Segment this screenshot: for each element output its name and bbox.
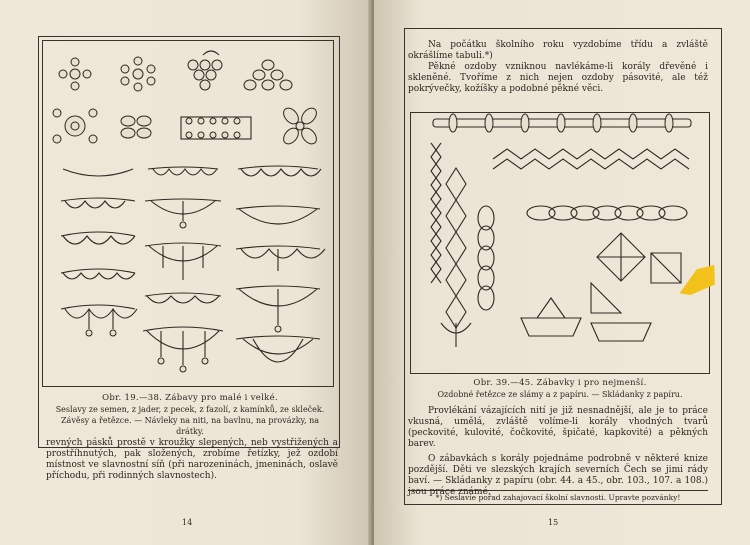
right-page-number: 15 — [548, 518, 559, 527]
garland-column-2 — [143, 167, 223, 372]
bead-grape-pattern — [188, 51, 222, 90]
left-page-number: 14 — [182, 518, 193, 527]
bead-flower-pattern-1 — [59, 58, 91, 90]
left-body-text: revných pásků prostě v kroužky slepených, neb vystřižených a prostříhnutých, pak složených, zrobíme řetízky, jež ozdobí místnost ve slavnostní síň (při narozeninách, jmeninách, oslavě příchodu, při rodinných slavnostech). — [46, 438, 338, 481]
diamond-chain — [446, 168, 466, 328]
ring-chain-horizontal — [527, 206, 687, 220]
left-caption-line-2: Závěsy a řetězce. — Návleky na niti, na bavlnu, na provázky, na drátky. — [60, 416, 320, 436]
right-intro-text — [408, 40, 708, 95]
right-figure-caption — [410, 378, 710, 400]
bead-chain-frame-pattern — [181, 117, 251, 139]
ring-chain-vertical — [478, 206, 494, 310]
right-caption-title: Obr. 39.—45. Zábavky i pro nejmenší. — [473, 378, 647, 388]
bead-ring-pattern — [53, 109, 97, 143]
right-illustration — [410, 112, 710, 374]
paper-folding-diagram — [591, 233, 681, 313]
garland-column-3 — [236, 166, 325, 362]
right-intro-paragraph-1: Na počátku školního roku vyzdobíme třídu a zvláště okrášlíme tabuli.*) — [408, 40, 708, 61]
straw-bead-chain — [433, 114, 691, 132]
right-caption-line-1: Ozdobné řetězce ze slámy a z papíru. — Skládanky z papíru. — [437, 390, 683, 399]
right-body-paragraph-2: O zábavkách s korály pojednáme podrobně v některé knize pozdější. Děti ve slezských krajích severních Čech se jimi rády baví. — Skládanky z papíru (obr. 44. a 45., obr. 103., 107. a 108.) jsou práce známé. — [408, 454, 708, 497]
right-body-paragraph-1: Provlékání vázajících nití je již nesnadnější, ale je to práce vkusná, umělá, zvláště volíme-li korály vhodných tvarů (peckovité, kulovité, čočkovité, špičaté, kapkovité) a pěkných barev. — [408, 406, 708, 449]
left-illustration — [42, 40, 334, 387]
bead-cross-pattern — [281, 105, 320, 147]
left-caption-title: Obr. 19.—38. Zábavy pro malé i velké. — [102, 393, 278, 403]
bead-triangle-pattern — [244, 60, 292, 90]
zigzag-paper-chain — [493, 149, 689, 169]
triangle-chain — [431, 143, 441, 283]
left-page — [0, 0, 372, 545]
right-footnote: *) Seslavíe pořad zahajovací školní slavnosti. Upravte pozvánky! — [408, 490, 708, 502]
left-figure-caption — [46, 393, 334, 437]
bead-cluster-pattern — [121, 116, 151, 138]
bead-flower-pattern-2 — [121, 57, 155, 91]
right-intro-paragraph-2: Pěkné ozdoby vzniknou navlékáme-li korály dřevěné i skleněné. Tvoříme z nich nejen ozdoby pásovité, ale též pokrývečky, kožíšky a podobné pěkné věci. — [408, 62, 708, 94]
garland-column-1 — [61, 169, 137, 336]
paper-boats — [521, 298, 651, 341]
right-body-text — [408, 406, 708, 502]
left-caption-line-1: Seslavy ze semen, z jader, z pecek, z fazolí, z kamínků, ze skleček. — [55, 405, 325, 414]
